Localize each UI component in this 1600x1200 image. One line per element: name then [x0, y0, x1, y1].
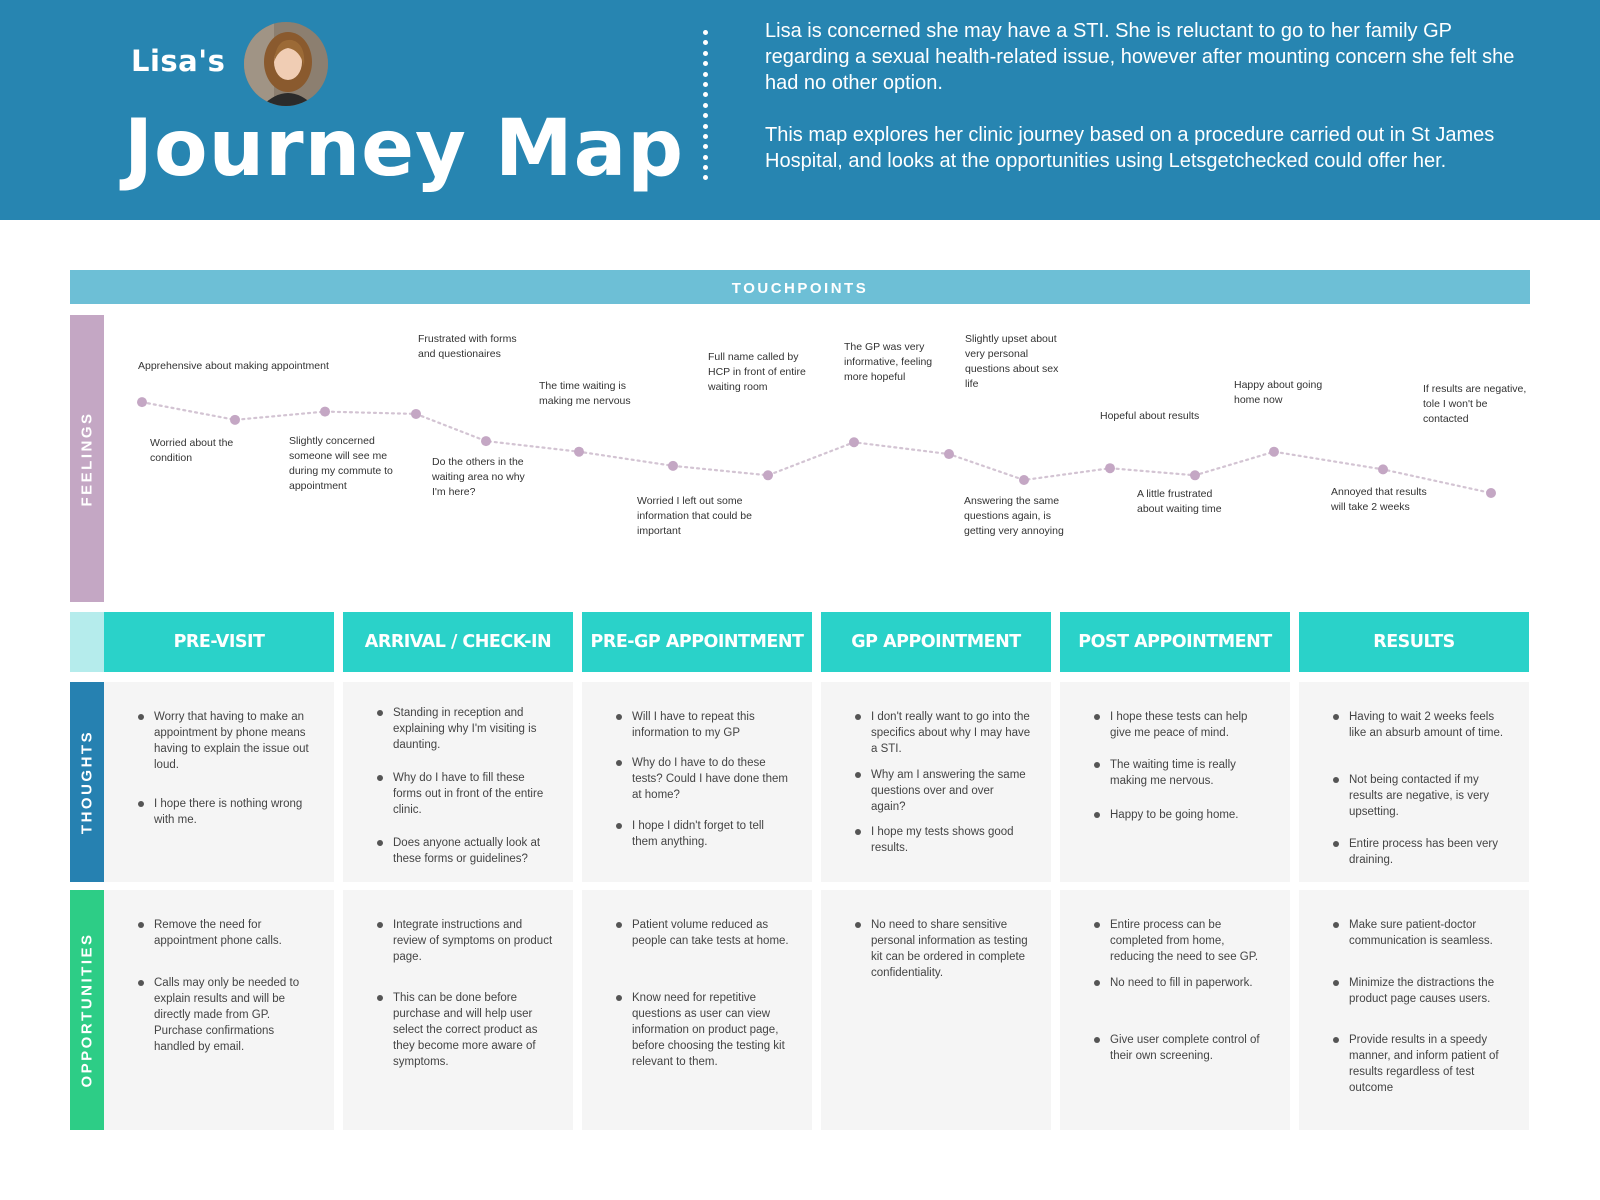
thought-item: Having to wait 2 weeks feels like an absurb amount of time. [1349, 709, 1509, 741]
feeling-point [944, 449, 954, 459]
feeling-point [137, 397, 147, 407]
feelings-label-text: FEELINGS [78, 410, 96, 507]
phase-arrival-check-in: ARRIVAL / CHECK-IN [343, 612, 573, 672]
phase-gp-appointment: GP APPOINTMENT [821, 612, 1051, 672]
opportunities-card-post-appointment [1060, 890, 1290, 1130]
opportunity-item: Know need for repetitive questions as user can view information on product page, before choosing the testing kit relevant to them. [632, 990, 792, 1070]
intro-text [765, 18, 1525, 200]
opportunity-item: Give user complete control of their own screening. [1110, 1032, 1270, 1064]
phase-header-stub [70, 612, 104, 672]
opportunity-item: Entire process can be completed from home, reducing the need to see GP. [1110, 917, 1270, 965]
opportunities-card-results [1299, 890, 1529, 1130]
feeling-label: If results are negative, tole I won't be contacted [1423, 383, 1527, 425]
feeling-label: Annoyed that results will take 2 weeks [1331, 486, 1427, 514]
thoughts-card-pre-gp-appointment [582, 682, 812, 882]
page-title: Journey Map [124, 104, 685, 194]
feeling-point [320, 407, 330, 417]
opportunity-item: This can be done before purchase and will help user select the correct product as they become more aware of symptoms. [393, 990, 553, 1070]
thoughts-card-pre-visit [104, 682, 334, 882]
feeling-label: Full name called by HCP in front of entire waiting room [708, 351, 806, 394]
thought-item: The waiting time is really making me nervous. [1110, 757, 1270, 789]
thought-item: I hope I didn't forget to tell them anything. [632, 818, 792, 850]
thought-item: Standing in reception and explaining why I'm visiting is daunting. [393, 705, 553, 753]
feeling-point [1269, 447, 1279, 457]
thought-item: Why am I answering the same questions over and over again? [871, 767, 1031, 815]
thoughts-card-arrival-check-in [343, 682, 573, 882]
feeling-point [1378, 464, 1388, 474]
feeling-point [230, 415, 240, 425]
feeling-label: Worried I left out some information that could be important [637, 494, 752, 537]
feeling-label: Answering the same questions again, is getting very annoying [964, 495, 1064, 538]
opportunities-label-text: OPPORTUNITIES [78, 932, 96, 1088]
feeling-point [481, 436, 491, 446]
thoughts-label-text: THOUGHTS [78, 729, 96, 835]
touchpoints-bar: TOUCHPOINTS [70, 270, 1530, 304]
feeling-label: Slightly upset about very personal questions about sex life [965, 333, 1059, 391]
thought-item: I hope there is nothing wrong with me. [154, 796, 314, 828]
opportunities-card-pre-gp-appointment [582, 890, 812, 1130]
opportunity-item: Calls may only be needed to explain results and will be directly made from GP. Purchase confirmations handled by email. [154, 975, 314, 1055]
avatar [244, 22, 328, 106]
opportunities-card-pre-visit [104, 890, 334, 1130]
feeling-point [1019, 475, 1029, 485]
opportunity-item: Integrate instructions and review of symptoms on product page. [393, 919, 553, 963]
feeling-label: The GP was very informative, feeling more hopeful [844, 341, 933, 384]
thought-item: Does anyone actually look at these forms or guidelines? [393, 835, 553, 867]
feelings-row-label [70, 315, 104, 602]
thought-item: Entire process has been very draining. [1349, 836, 1509, 868]
thought-item: Not being contacted if my results are negative, is very upsetting. [1349, 772, 1509, 820]
feelings-chart [104, 305, 1530, 605]
opportunity-item: No need to share sensitive personal information as testing kit can be ordered in complete confidentiality. [871, 917, 1031, 981]
feeling-label: Hopeful about results [1100, 410, 1200, 423]
opportunities-card-gp-appointment [821, 890, 1051, 1130]
opportunity-item: Provide results in a speedy manner, and inform patient of results regardless of test outcome [1349, 1032, 1509, 1096]
feeling-point [1190, 470, 1200, 480]
opportunity-item: Patient volume reduced as people can take tests at home. [632, 917, 792, 949]
divider-dots [703, 30, 709, 182]
feeling-point [574, 447, 584, 457]
feeling-point [411, 409, 421, 419]
feeling-label: Frustrated with forms and questionaires [418, 332, 517, 360]
thoughts-card-post-appointment [1060, 682, 1290, 882]
feeling-label: Apprehensive about making appointment [138, 360, 329, 373]
phase-pre-visit: PRE-VISIT [104, 612, 334, 672]
thought-item: Will I have to repeat this information to my GP [632, 709, 792, 741]
phase-results: RESULTS [1299, 612, 1529, 672]
thoughts-card-gp-appointment [821, 682, 1051, 882]
opportunity-item: Remove the need for appointment phone calls. [154, 917, 314, 949]
opportunity-item: No need to fill in paperwork. [1110, 975, 1270, 991]
feeling-label: Do the others in the waiting area no why I'm here? [432, 456, 525, 499]
opportunity-item: Make sure patient-doctor communication is seamless. [1349, 917, 1509, 949]
feeling-point [1486, 488, 1496, 498]
phase-post-appointment: POST APPOINTMENT [1060, 612, 1290, 672]
phase-pre-gp-appointment: PRE-GP APPOINTMENT [582, 612, 812, 672]
persona-name: Lisa's [131, 44, 226, 78]
intro-paragraph: Lisa is concerned she may have a STI. She is reluctant to go to her family GP regarding a sexual health-related issue, however after mounting concern she felt she had no other option. [765, 20, 1515, 94]
intro-paragraph: This map explores her clinic journey based on a procedure carried out in St James Hospital, and looks at the opportunities using Letsgetchecked could offer her. [765, 124, 1495, 172]
opportunity-item: Minimize the distractions the product page causes users. [1349, 975, 1509, 1007]
opportunities-card-arrival-check-in [343, 890, 573, 1130]
thoughts-card-results [1299, 682, 1529, 882]
thought-item: I hope my tests shows good results. [871, 824, 1031, 856]
thought-item: I hope these tests can help give me peace of mind. [1110, 709, 1270, 741]
thought-item: Worry that having to make an appointment by phone means having to explain the issue out loud. [154, 709, 314, 773]
feeling-label: Happy about going home now [1234, 378, 1323, 406]
feeling-label: A little frustrated about waiting time [1137, 488, 1222, 516]
thoughts-row-label [70, 682, 104, 882]
thought-item: Why do I have to do these tests? Could I have done them at home? [632, 755, 792, 803]
opportunities-row-label [70, 890, 104, 1130]
thought-item: I don't really want to go into the specifics about why I may have a STI. [871, 711, 1031, 755]
feeling-label: The time waiting is making me nervous [539, 379, 631, 407]
feeling-point [668, 461, 678, 471]
header-banner [0, 0, 1600, 220]
feeling-point [849, 437, 859, 447]
feeling-point [763, 470, 773, 480]
feeling-point [1105, 463, 1115, 473]
feeling-label: Worried about the condition [150, 436, 234, 464]
thought-item: Happy to be going home. [1110, 807, 1270, 823]
feeling-label: Slightly concerned someone will see me during my commute to appointment [289, 434, 393, 492]
thought-item: Why do I have to fill these forms out in front of the entire clinic. [393, 770, 553, 818]
